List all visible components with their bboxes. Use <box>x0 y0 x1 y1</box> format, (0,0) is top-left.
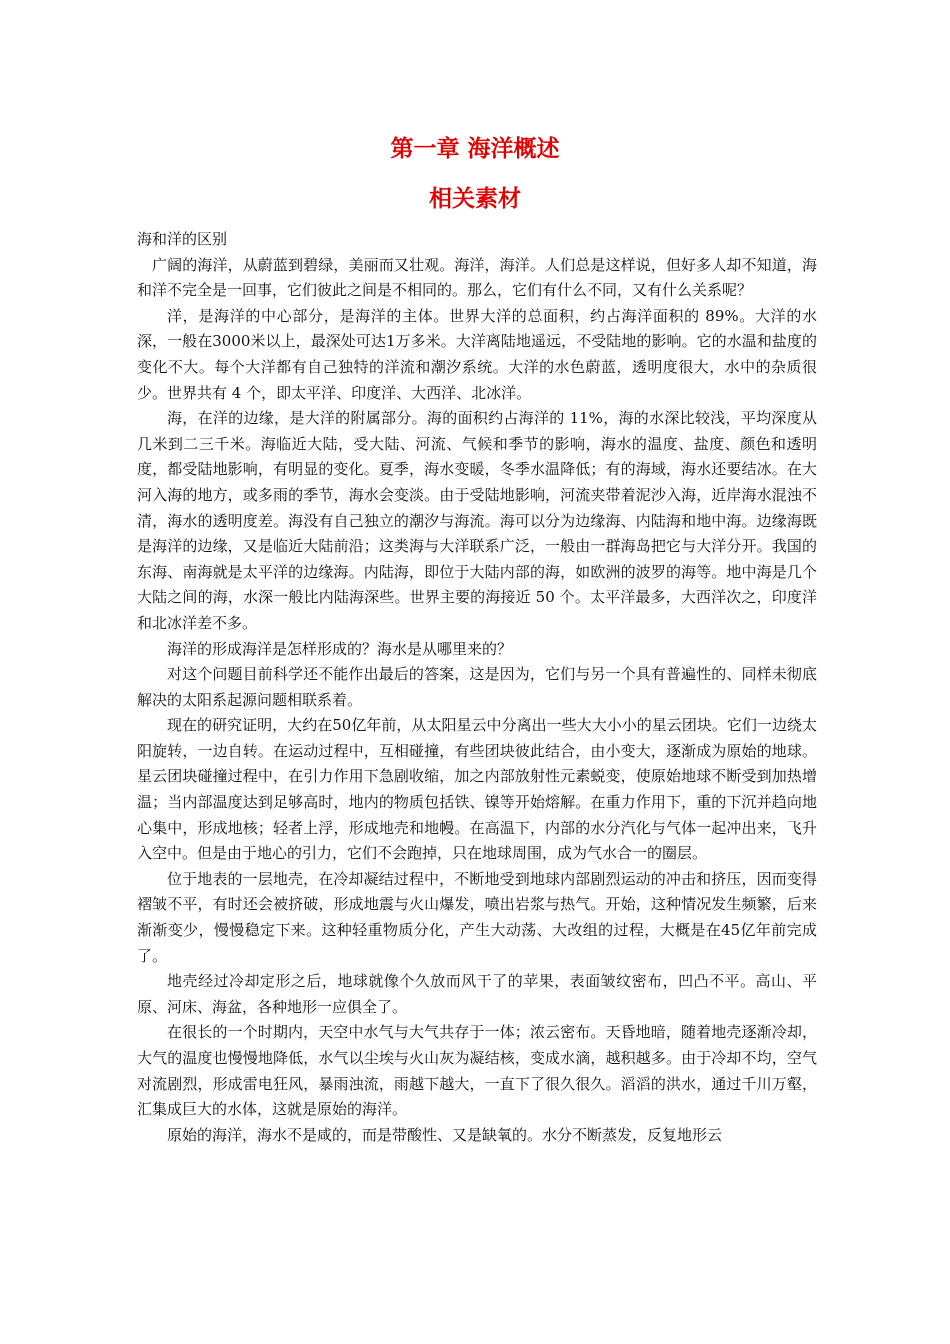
paragraph: 广阔的海洋，从蔚蓝到碧绿，美丽而又壮观。海洋，海洋。人们总是这样说，但好多人却不知道，海和洋不完全是一回事，它们彼此之间是不相同的。那么，它们有什么不同，又有什么关系呢？ <box>137 255 817 300</box>
document-body <box>137 227 817 1148</box>
paragraph: 对这个问题目前科学还不能作出最后的答案，这是因为，它们与另一个具有普遍性的、同样未彻底解决的太阳系起源问题相联系着。 <box>137 665 817 709</box>
paragraph: 在很长的一个时期内，天空中水气与大气共存于一体；浓云密布。天昏地暗，随着地壳逐渐冷却，大气的温度也慢慢地降低，水气以尘埃与火山灰为凝结核，变成水滴，越积越多。由于冷却不均，空气对流剧烈，形成雷电狂风，暴雨浊流，雨越下越大，一直下了很久很久。滔滔的洪水，通过千川万壑，汇集成巨大的水体，这就是原始的海洋。 <box>137 1023 817 1119</box>
paragraph: 海，在洋的边缘，是大洋的附属部分。海的面积约占海洋的 11%，海的水深比较浅，平均深度从几米到二三千米。海临近大陆，受大陆、河流、气候和季节的影响，海水的温度、盐度、颜色和透明度，都受陆地影响，有明显的变化。夏季，海水变暖，冬季水温降低；有的海域，海水还要结冰。在大河入海的地方，或多雨的季节，海水会变淡。由于受陆地影响，河流夹带着泥沙入海，近岸海水混浊不清，海水的透明度差。海没有自己独立的潮汐与海流。海可以分为边缘海、内陆海和地中海。边缘海既是海洋的边缘，又是临近大陆前沿；这类海与大洋联系广泛，一般由一群海岛把它与大洋分开。我国的东海、南海就是太平洋的边缘海。内陆海，即位于大陆内部的海，如欧洲的波罗的海等。地中海是几个大陆之间的海，水深一般比内陆海深些。世界主要的海接近 50 个。太平洋最多，大西洋次之，印度洋和北冰洋差不多。 <box>137 409 817 632</box>
paragraph: 洋，是海洋的中心部分，是海洋的主体。世界大洋的总面积，约占海洋面积的 89%。大洋的水深，一般在3000米以上，最深处可达1万多米。大洋离陆地遥远，不受陆地的影响。它的水温和盐度的变化不大。每个大洋都有自己独特的洋流和潮汐系统。大洋的水色蔚蓝，透明度很大，水中的杂质很少。世界共有 4 个，即太平洋、印度洋、大西洋、北冰洋。 <box>137 306 817 402</box>
paragraph: 海洋的形成海洋是怎样形成的？海水是从哪里来的？ <box>167 639 513 658</box>
paragraph: 原始的海洋，海水不是咸的，而是带酸性、又是缺氧的。水分不断蒸发，反复地形云 <box>167 1125 723 1144</box>
paragraph: 位于地表的一层地壳，在冷却凝结过程中，不断地受到地球内部剧烈运动的冲击和挤压，因而变得褶皱不平，有时还会被挤破，形成地震与火山爆发，喷出岩浆与热气。开始，这种情况发生频繁，后来渐渐变少，慢慢稳定下来。这种轻重物质分化，产生大动荡、大改组的过程，大概是在45亿年前完成了。 <box>137 869 817 965</box>
section-heading: 海和洋的区别 <box>137 230 228 248</box>
chapter-title: 第一章 海洋概述 <box>390 136 560 162</box>
chapter-subtitle: 相关素材 <box>429 186 521 212</box>
paragraph: 现在的研究证明，大约在50亿年前，从太阳星云中分离出一些大大小小的星云团块。它们一边绕太阳旋转，一边自转。在运动过程中，互相碰撞，有些团块彼此结合，由小变大，逐渐成为原始的地球。星云团块碰撞过程中，在引力作用下急剧收缩，加之内部放射性元素蜕变，使原始地球不断受到加热增温；当内部温度达到足够高时，地内的物质包括铁、镍等开始熔解。在重力作用下，重的下沉并趋向地心集中，形成地核；轻者上浮，形成地壳和地幔。在高温下，内部的水分汽化与气体一起冲出来，飞升入空中。但是由于地心的引力，它们不会跑掉，只在地球周围，成为气水合一的圈层。 <box>137 716 817 863</box>
paragraph: 地壳经过冷却定形之后，地球就像个久放而风干了的苹果，表面皱纹密布，凹凸不平。高山、平原、河床、海盆，各种地形一应俱全了。 <box>137 972 817 1016</box>
